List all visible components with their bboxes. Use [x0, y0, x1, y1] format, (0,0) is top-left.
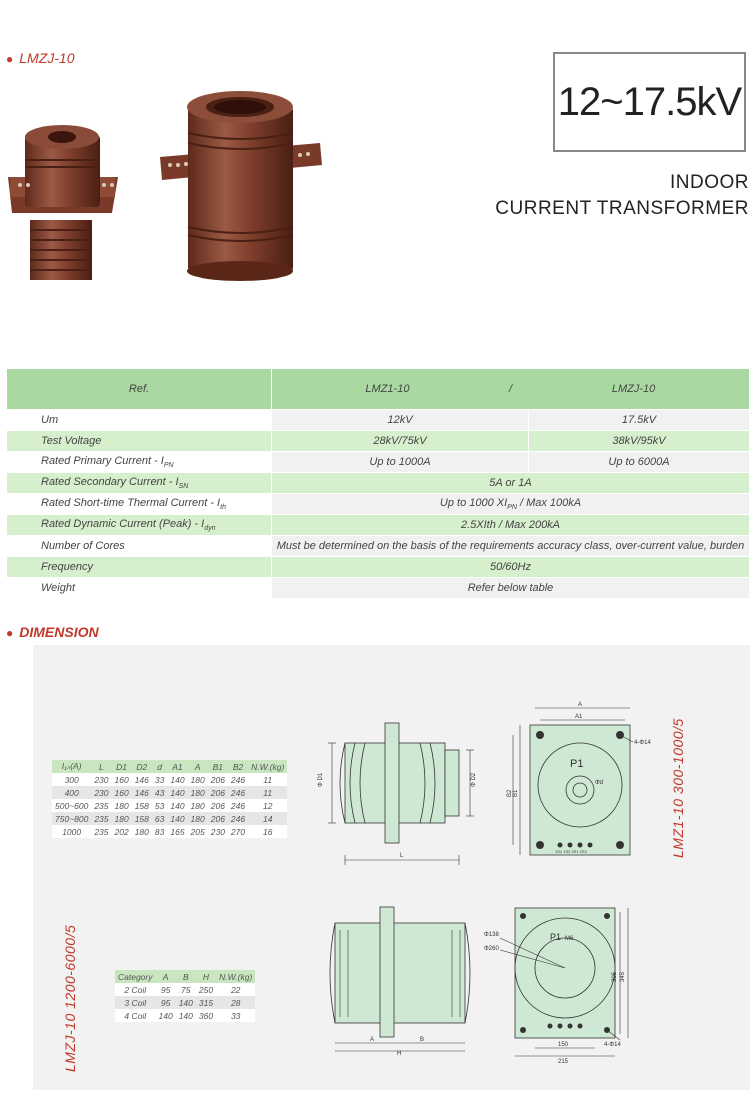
- voltage-rating: 12~17.5kV: [557, 79, 742, 124]
- ref-header: Ref.: [7, 369, 272, 410]
- dim-l: L: [400, 853, 404, 859]
- dimension-table-cell: 235: [91, 825, 111, 838]
- dimension-table-cell: 750~800: [52, 812, 91, 825]
- dimension-table-cell: 230: [91, 773, 111, 786]
- dimension-table-header-cell: B2: [228, 760, 248, 773]
- dimension-table-header-row: [115, 970, 255, 983]
- dim-terminals: 1S1 1S2 2S1 2S2: [555, 849, 587, 854]
- dimension-table-row: [52, 799, 287, 812]
- dimension-table-row: [52, 773, 287, 786]
- spec-value-a: Up to 1000 XI: [439, 496, 508, 509]
- model-header-sep: /: [508, 383, 513, 395]
- spec-label: Test Voltage: [7, 431, 272, 452]
- dim-d2: Φ D2: [471, 772, 477, 787]
- dimension-table-cell: 140: [167, 812, 187, 825]
- dim-d1: Φ D1: [318, 772, 324, 787]
- dim-p1-lmzj: P1: [550, 932, 562, 942]
- dimension-table-cell: 400: [52, 786, 91, 799]
- spec-row: [7, 452, 750, 473]
- dimension-table-cell: 180: [188, 799, 208, 812]
- spec-label-sub: SN: [178, 483, 189, 491]
- dim-phi260: Φ260: [484, 946, 499, 952]
- dimension-table-header-cell: d: [152, 760, 167, 773]
- spec-row: [7, 557, 750, 578]
- spec-label-text: Rated Dynamic Current (Peak) - I: [41, 517, 205, 530]
- spec-value: Must be determined on the basis of the requirements accuracy class, over-current value, burden: [272, 536, 750, 557]
- dimension-table-cell: 2 Coil: [115, 983, 156, 996]
- dimension-table-cell: 230: [208, 825, 228, 838]
- large-transformer: [160, 91, 322, 281]
- spec-value: 2.5XIth / Max 200kA: [272, 515, 750, 536]
- dimension-table-cell: 146: [132, 773, 152, 786]
- dimension-table-cell: 4 Coil: [115, 1009, 156, 1022]
- spec-label: Number of Cores: [7, 536, 272, 557]
- spec-value-lmzj: 38kV/95kV: [529, 431, 750, 452]
- dim-m6: M6: [565, 936, 574, 942]
- model-header-1: LMZ1-10: [365, 383, 410, 395]
- dim-b2: B2: [507, 789, 513, 797]
- spec-label-text: Rated Short-time Thermal Current - I: [41, 496, 221, 509]
- spec-label: [7, 515, 272, 536]
- dimension-table-cell: 315: [196, 996, 216, 1009]
- dimension-table-cell: 63: [152, 812, 167, 825]
- spec-value: 50/60Hz: [272, 557, 750, 578]
- spec-value-lmz1: 28kV/75kV: [272, 431, 529, 452]
- dimension-table-cell: 12: [248, 799, 287, 812]
- spec-value: 5A or 1A: [272, 473, 750, 494]
- dimension-table-header-cell: N.W.(kg): [248, 760, 287, 773]
- dimension-table-cell: 140: [156, 1009, 176, 1022]
- dimension-table-header-cell: H: [196, 970, 216, 983]
- dim-a-lmzj: A: [370, 1037, 375, 1043]
- dimension-table-cell: 1000: [52, 825, 91, 838]
- dimension-table-cell: 28: [216, 996, 255, 1009]
- dimension-table-cell: 206: [208, 773, 228, 786]
- spec-label: Frequency: [7, 557, 272, 578]
- dimension-table-cell: 360: [196, 1009, 216, 1022]
- spec-value: [272, 494, 750, 515]
- lmzj-side-view: [320, 905, 480, 1055]
- spec-value-lmzj: Up to 6000A: [529, 452, 750, 473]
- product-line-1: INDOOR: [670, 172, 749, 193]
- dimension-table-cell: 235: [91, 799, 111, 812]
- dimension-table-cell: 165: [167, 825, 187, 838]
- spec-value-lmz1: 12kV: [272, 410, 529, 431]
- dimension-table-cell: 250: [196, 983, 216, 996]
- dimension-table-header-cell: Category: [115, 970, 156, 983]
- dimension-table-cell: 43: [152, 786, 167, 799]
- dimension-table-cell: 180: [132, 825, 152, 838]
- dimension-table-cell: 140: [176, 1009, 196, 1022]
- dimension-table-cell: 33: [152, 773, 167, 786]
- dimension-table-cell: 16: [248, 825, 287, 838]
- dimension-table-cell: 14: [248, 812, 287, 825]
- dimension-table-header-cell: N.W.(kg): [216, 970, 255, 983]
- lmz1-vertical-label: LMZ1-10 300-1000/5: [670, 718, 686, 858]
- dimension-table-cell: 75: [176, 983, 196, 996]
- dim-p1: P1: [570, 758, 584, 770]
- bullet-icon: ●: [6, 626, 14, 640]
- dimension-table-cell: 246: [228, 812, 248, 825]
- lmzj-vertical-label: LMZJ-10 1200-6000/5: [62, 924, 78, 1072]
- spec-value-b: / Max 100kA: [516, 496, 582, 509]
- dimension-table-header-cell: D2: [132, 760, 152, 773]
- dimension-table-cell: 95: [156, 996, 176, 1009]
- spec-label-sub: PN: [163, 462, 174, 470]
- dimension-table-cell: 140: [167, 799, 187, 812]
- model-title: [6, 50, 74, 66]
- dimension-table-cell: 180: [112, 799, 132, 812]
- dimension-table-cell: 3 Coil: [115, 996, 156, 1009]
- dimension-table-cell: 246: [228, 799, 248, 812]
- lmz1-front-view: [495, 700, 665, 865]
- dim-a: A: [578, 702, 583, 708]
- spec-row: [7, 494, 750, 515]
- dimension-table-cell: 180: [188, 812, 208, 825]
- dimension-table-header-row: [52, 760, 287, 773]
- lmzj-front-view: [480, 900, 645, 1065]
- dim-305: 305: [612, 971, 618, 982]
- dimension-table-cell: 140: [176, 996, 196, 1009]
- dimension-table-cell: 500~600: [52, 799, 91, 812]
- dim-phi138: Φ138: [484, 932, 499, 938]
- voltage-box: [553, 52, 746, 152]
- dimension-table-cell: 205: [188, 825, 208, 838]
- dim-h-lmzj: H: [397, 1051, 402, 1055]
- dimension-table-cell: 160: [112, 786, 132, 799]
- dimension-table-row: [115, 996, 255, 1009]
- dim-215: 215: [558, 1059, 569, 1065]
- spec-value-sub: PN: [507, 504, 517, 512]
- dimension-table-cell: 53: [152, 799, 167, 812]
- dimension-table-cell: 180: [188, 786, 208, 799]
- dimension-table-cell: 180: [188, 773, 208, 786]
- model-name: LMZJ-10: [19, 50, 75, 66]
- dim-b1: B1: [513, 789, 519, 797]
- dimension-title: [6, 624, 99, 640]
- spec-row: [7, 536, 750, 557]
- dimension-table-cell: 83: [152, 825, 167, 838]
- dimension-table-cell: 230: [91, 786, 111, 799]
- dimension-table-cell: 158: [132, 812, 152, 825]
- dimension-table-header-cell: B1: [208, 760, 228, 773]
- spec-value: Refer below table: [272, 578, 750, 599]
- product-photo: [0, 85, 340, 285]
- spec-value-lmz1: Up to 1000A: [272, 452, 529, 473]
- dimension-table-cell: 146: [132, 786, 152, 799]
- spec-label-sub: dyn: [204, 525, 216, 533]
- dim-a1: A1: [575, 714, 583, 720]
- dim-phid: Φd: [595, 780, 604, 786]
- spec-label-text: Rated Primary Current - I: [41, 454, 164, 467]
- model-header-2: LMZJ-10: [611, 383, 656, 395]
- dimension-table-header-cell: D1: [112, 760, 132, 773]
- dim-150: 150: [558, 1042, 569, 1048]
- spec-row: [7, 578, 750, 599]
- spec-value-lmzj: 17.5kV: [529, 410, 750, 431]
- dimension-table-row: [52, 825, 287, 838]
- dimension-table-cell: 158: [132, 799, 152, 812]
- dimension-table-cell: 300: [52, 773, 91, 786]
- bullet-icon: ●: [6, 52, 14, 66]
- spec-label: [7, 473, 272, 494]
- dim-bolt-lmzj: 4-Φ14: [604, 1042, 621, 1048]
- dimension-table-header-cell: L: [91, 760, 111, 773]
- dimension-table-cell: 246: [228, 773, 248, 786]
- lmz1-side-view: [310, 715, 485, 870]
- dimension-table-cell: 22: [216, 983, 255, 996]
- dimension-table-cell: 235: [91, 812, 111, 825]
- spec-label: Um: [7, 410, 272, 431]
- dimension-table-cell: 33: [216, 1009, 255, 1022]
- dimension-table-cell: 206: [208, 812, 228, 825]
- spec-row: [7, 473, 750, 494]
- spec-label-sub: th: [220, 504, 226, 512]
- spec-label-text: Rated Secondary Current - I: [41, 475, 179, 488]
- dimension-table-lmzj: [115, 970, 255, 1022]
- dimension-table-lmz1: [52, 760, 287, 838]
- dimension-table-cell: 246: [228, 786, 248, 799]
- dim-345: 345: [620, 971, 626, 982]
- dimension-table-row: [52, 786, 287, 799]
- spec-row: [7, 410, 750, 431]
- spec-label: Weight: [7, 578, 272, 599]
- spec-label: [7, 452, 272, 473]
- dimension-table-header-cell: A: [188, 760, 208, 773]
- dimension-table-cell: 11: [248, 773, 287, 786]
- product-line-2: CURRENT TRANSFORMER: [495, 198, 749, 219]
- small-transformer: [8, 125, 118, 280]
- dimension-table-cell: 270: [228, 825, 248, 838]
- dim-bolt: 4-Φ14: [634, 740, 651, 746]
- dimension-table-header-cell: B: [176, 970, 196, 983]
- dim-b-lmzj: B: [420, 1037, 425, 1043]
- spec-header-row: [7, 369, 750, 410]
- dimension-table-cell: 140: [167, 786, 187, 799]
- dimension-table-row: [52, 812, 287, 825]
- dimension-table-row: [115, 1009, 255, 1022]
- spec-table: [6, 368, 750, 599]
- dimension-table-cell: 202: [112, 825, 132, 838]
- dimension-table-cell: 206: [208, 799, 228, 812]
- model-header: [272, 369, 750, 410]
- spec-label: [7, 494, 272, 515]
- dimension-table-cell: 11: [248, 786, 287, 799]
- spec-row: [7, 431, 750, 452]
- dimension-table-row: [115, 983, 255, 996]
- dimension-title-text: DIMENSION: [19, 624, 99, 640]
- dimension-table-cell: 95: [156, 983, 176, 996]
- dimension-table-cell: 160: [112, 773, 132, 786]
- dimension-table-header-cell: A: [156, 970, 176, 983]
- dimension-table-cell: 180: [112, 812, 132, 825]
- dimension-table-header-cell: I₁ₙ(A): [52, 760, 91, 773]
- dimension-table-cell: 140: [167, 773, 187, 786]
- spec-row: [7, 515, 750, 536]
- dimension-table-cell: 206: [208, 786, 228, 799]
- dimension-table-header-cell: A1: [167, 760, 187, 773]
